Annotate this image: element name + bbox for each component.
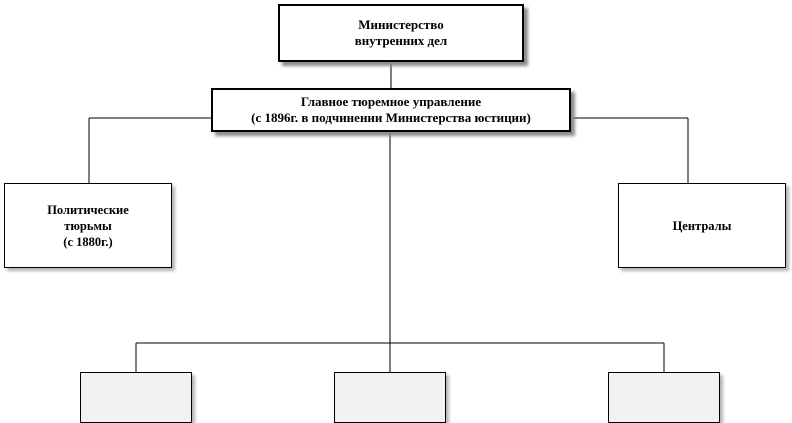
main-prison-administration-label: Главное тюремное управление (с 1896г. в подчинении Министерства юстиции)	[251, 94, 531, 125]
empty-subunit-box-1	[80, 372, 192, 423]
ministry-box	[278, 4, 524, 62]
main-prison-administration-box	[211, 88, 571, 132]
political-prisons-box	[4, 183, 172, 268]
ministry-label: Министерство внутренних дел	[354, 17, 448, 48]
political-prisons-label: Политические тюрьмы (с 1880г.)	[47, 202, 129, 249]
empty-subunit-box-3	[608, 372, 720, 423]
centrals-label: Централы	[672, 218, 732, 233]
empty-subunit-box-2	[334, 372, 446, 423]
centrals-box	[618, 183, 786, 268]
